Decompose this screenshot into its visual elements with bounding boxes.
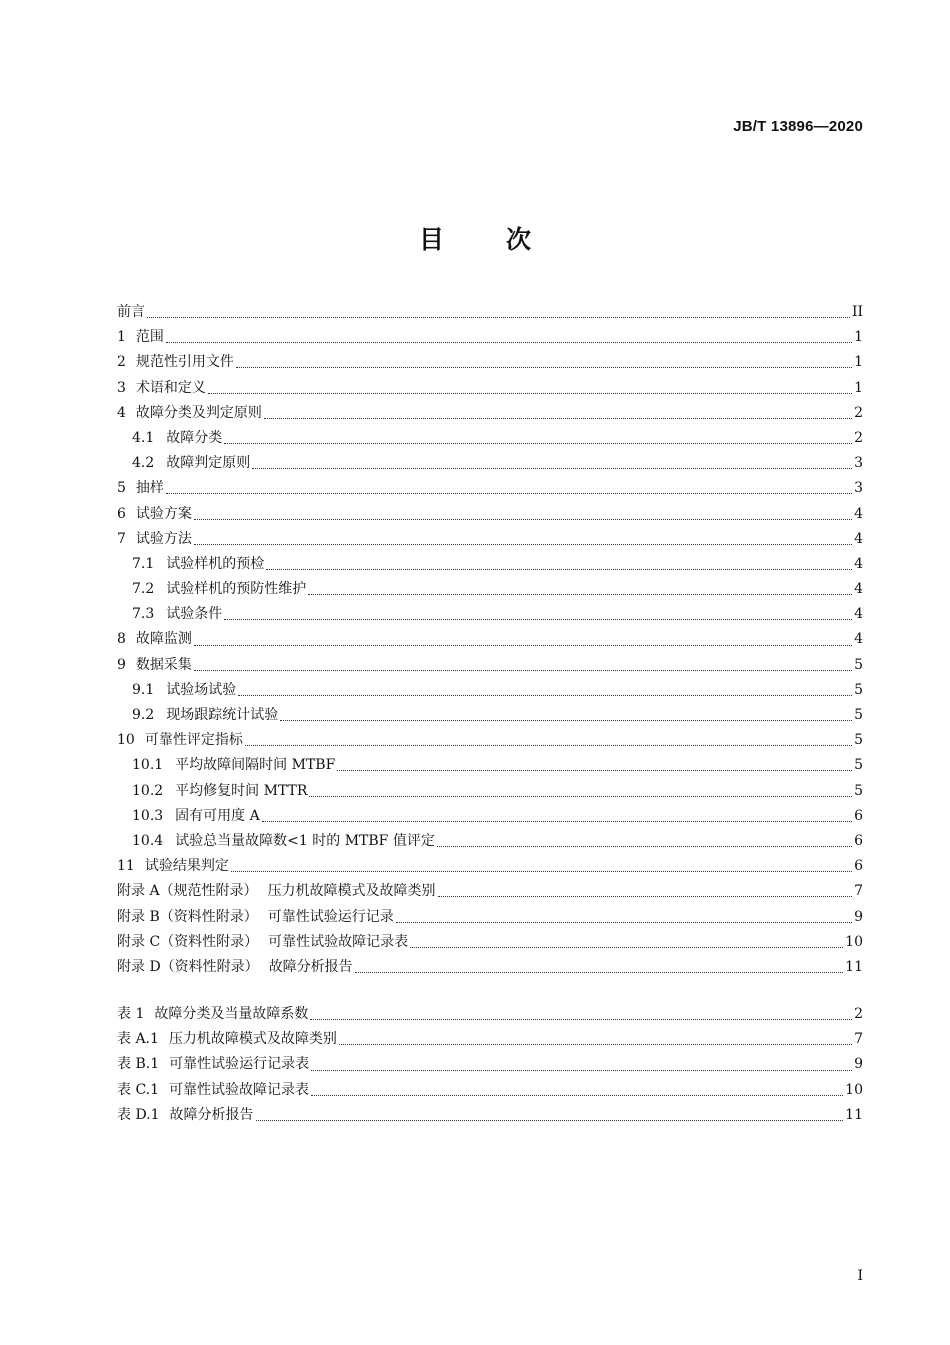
toc-entry-number: 7.1 — [132, 555, 155, 572]
toc-entry-title: 前言 — [117, 304, 145, 320]
toc-entry-title: 固有可用度 A — [175, 807, 260, 824]
toc-entry[interactable] — [117, 1052, 863, 1077]
dot-leader — [224, 615, 852, 620]
dot-leader — [266, 565, 852, 570]
toc-entry-title: 试验场试验 — [166, 681, 237, 698]
toc-entry-number: 8 — [117, 631, 126, 648]
toc-entry-title: 可靠性试验故障记录表 — [169, 1081, 310, 1098]
toc-entry-page: 1 — [854, 379, 863, 396]
toc-entry[interactable] — [117, 300, 863, 325]
toc-entry-page: 2 — [854, 429, 863, 446]
toc-entry-title: 故障判定原则 — [166, 455, 251, 472]
dot-leader — [310, 1015, 852, 1020]
toc-entry[interactable] — [117, 905, 863, 930]
toc-entry-title: 试验样机的预防性维护 — [166, 581, 307, 598]
toc-entry-number: 附录 D（资料性附录） — [117, 958, 259, 975]
toc-entry-number: 6 — [117, 505, 126, 522]
toc-entry-title: 可靠性试验故障记录表 — [268, 933, 409, 950]
toc-entry-title: 故障分类 — [166, 429, 223, 446]
dot-leader — [166, 489, 852, 494]
dot-leader — [236, 363, 852, 368]
toc-entry-title: 抽样 — [135, 480, 164, 497]
toc-entry-title: 平均修复时间 MTTR — [175, 782, 308, 799]
toc-entry-number: 表 B.1 — [117, 1056, 160, 1073]
toc-entry-title: 故障分析报告 — [169, 1106, 254, 1123]
dot-leader — [311, 1066, 852, 1071]
toc-entry[interactable] — [117, 502, 863, 527]
toc-entry-number: 4 — [117, 404, 126, 421]
toc-entry-page: 9 — [854, 908, 863, 925]
dot-leader — [264, 414, 852, 419]
toc-entry[interactable] — [117, 552, 863, 577]
toc-entry-page: 10 — [845, 933, 863, 950]
toc-entry-page: 3 — [854, 480, 863, 497]
toc-entry-page: 4 — [854, 631, 863, 648]
toc-entry-title: 可靠性评定指标 — [144, 732, 243, 749]
toc-entry[interactable] — [117, 426, 863, 451]
toc-entry-page: II — [851, 304, 863, 320]
dot-leader — [194, 540, 852, 545]
toc-entry-title: 故障分类及判定原则 — [135, 404, 262, 421]
toc-entry-title: 现场跟踪统计试验 — [166, 707, 279, 723]
toc-entry-page: 3 — [854, 455, 863, 472]
toc-entry-number: 4.1 — [132, 429, 155, 446]
toc-entry-page: 2 — [854, 404, 863, 421]
dot-leader — [437, 842, 852, 847]
toc-entry[interactable] — [117, 728, 863, 753]
toc-entry-page: 11 — [845, 958, 863, 975]
dot-leader — [339, 1040, 852, 1045]
toc-entry-title: 试验总当量故障数<1 时的 MTBF 值评定 — [175, 832, 435, 849]
toc-entry-page: 5 — [854, 782, 863, 799]
toc-entry[interactable] — [117, 930, 863, 955]
toc-entry-number: 10.1 — [132, 757, 164, 774]
dot-leader — [337, 766, 852, 771]
toc-entry-title: 数据采集 — [135, 656, 192, 673]
toc-entry[interactable] — [117, 804, 863, 829]
toc-entry-page: 4 — [854, 530, 863, 547]
dot-leader — [245, 741, 852, 746]
toc-entry-title: 平均故障间隔时间 MTBF — [175, 757, 336, 774]
toc-entry-page: 5 — [854, 681, 863, 698]
toc-entry[interactable] — [117, 678, 863, 703]
toc-entry[interactable] — [117, 955, 863, 980]
toc-entry-page: 10 — [845, 1081, 863, 1098]
toc-entry[interactable] — [117, 703, 863, 728]
toc-entry-number: 5 — [117, 480, 126, 497]
toc-entry-number: 10.2 — [132, 782, 164, 799]
standard-code: JB/T 13896—2020 — [733, 118, 863, 135]
toc-entry-title: 压力机故障模式及故障类别 — [267, 883, 436, 900]
toc-entry[interactable] — [117, 879, 863, 904]
toc-entry[interactable] — [117, 577, 863, 602]
toc-entry[interactable] — [117, 476, 863, 501]
toc-entry[interactable] — [117, 829, 863, 854]
toc-entry-title: 规范性引用文件 — [135, 354, 234, 371]
toc-entry[interactable] — [117, 376, 863, 401]
toc-entry-title: 故障分类及当量故障系数 — [154, 1006, 309, 1023]
toc-entry-title: 试验样机的预检 — [166, 555, 265, 572]
toc-entry-page: 6 — [854, 832, 863, 849]
dot-leader — [208, 389, 852, 394]
dot-leader — [438, 892, 853, 897]
toc-entry[interactable] — [117, 1002, 863, 1027]
dot-leader — [194, 641, 852, 646]
toc-tables-list — [117, 1002, 863, 1128]
toc-entry[interactable] — [117, 1103, 863, 1128]
toc-entry-number: 7.3 — [132, 606, 155, 623]
toc-entry-page: 5 — [854, 707, 863, 723]
toc-entry-page: 6 — [854, 858, 863, 875]
dot-leader — [256, 1116, 844, 1121]
toc-entry-title: 故障分析报告 — [268, 958, 353, 975]
page-title: 目次 — [418, 225, 593, 254]
toc-entry-title: 可靠性试验运行记录表 — [169, 1056, 310, 1073]
toc-entry-title: 可靠性试验运行记录 — [267, 908, 394, 925]
toc-entry-number: 9.2 — [132, 707, 155, 723]
toc-entry-page: 4 — [854, 555, 863, 572]
toc-entry-page: 2 — [854, 1006, 863, 1023]
toc-entry-page: 5 — [854, 757, 863, 774]
toc-entry-title: 术语和定义 — [135, 379, 206, 396]
toc-entry-title: 试验方法 — [135, 530, 192, 547]
toc-entry-number: 附录 A（规范性附录） — [117, 883, 258, 900]
toc-entries — [117, 300, 863, 980]
dot-leader — [231, 867, 852, 872]
dot-leader — [262, 817, 852, 822]
dot-leader — [308, 590, 852, 595]
toc-entry-page: 1 — [854, 354, 863, 371]
toc-entry-page: 5 — [854, 732, 863, 749]
toc-entry-page: 4 — [854, 581, 863, 598]
toc-entry-title: 试验条件 — [166, 606, 223, 623]
toc-entry-number: 10.3 — [132, 807, 164, 824]
toc-entry-number: 表 D.1 — [117, 1106, 160, 1123]
toc-entry-number: 9.1 — [132, 681, 155, 698]
toc-entry-number: 1 — [117, 329, 126, 346]
toc-entry[interactable] — [117, 401, 863, 426]
toc-entry[interactable] — [117, 527, 863, 552]
toc-entry-number: 表 C.1 — [117, 1081, 160, 1098]
toc-entry[interactable] — [117, 779, 863, 804]
toc-entry[interactable] — [117, 627, 863, 652]
toc-entry-number: 4.2 — [132, 455, 155, 472]
dot-leader — [194, 515, 852, 520]
dot-leader — [224, 439, 852, 444]
toc-entry-title: 试验结果判定 — [144, 858, 229, 875]
dot-leader — [396, 918, 852, 923]
dot-leader — [238, 691, 852, 696]
toc-entry-number: 7 — [117, 530, 126, 547]
toc-entry[interactable] — [117, 451, 863, 476]
toc-entry-page: 7 — [854, 1031, 863, 1048]
toc-entry-page: 4 — [854, 505, 863, 522]
toc-entry-page: 6 — [854, 807, 863, 824]
toc-entry-title: 压力机故障模式及故障类别 — [168, 1031, 337, 1048]
toc-entry-page: 5 — [854, 656, 863, 673]
toc-entry[interactable] — [117, 854, 863, 879]
toc-entry[interactable] — [117, 602, 863, 627]
dot-leader — [311, 1091, 843, 1096]
toc-entry-number: 9 — [117, 656, 126, 673]
dot-leader — [166, 338, 852, 343]
toc-entry-number: 附录 B（资料性附录） — [117, 908, 258, 925]
toc-entry-title: 故障监测 — [135, 631, 192, 648]
toc-entry-title: 范围 — [135, 329, 164, 346]
dot-leader — [355, 968, 843, 973]
toc-entry[interactable] — [117, 653, 863, 678]
page-number: I — [857, 1268, 863, 1284]
toc-entry-number: 表 1 — [117, 1006, 145, 1023]
toc-entry-number: 7.2 — [132, 581, 155, 598]
dot-leader — [280, 716, 852, 721]
toc-entry-page: 7 — [854, 883, 863, 900]
toc-entry-number: 10.4 — [132, 832, 164, 849]
toc-entry-title: 试验方案 — [135, 505, 192, 522]
toc-entry[interactable] — [117, 350, 863, 375]
toc-entry[interactable] — [117, 1027, 863, 1052]
toc-entry-number: 附录 C（资料性附录） — [117, 933, 259, 950]
toc-entry-number: 10 — [117, 732, 135, 749]
toc-entry-number: 3 — [117, 379, 126, 396]
toc-divider-gap — [117, 980, 863, 1002]
dot-leader — [410, 943, 843, 948]
table-of-contents — [117, 300, 863, 1128]
toc-entry-number: 表 A.1 — [117, 1031, 159, 1048]
dot-leader — [252, 464, 852, 469]
toc-entry-page: 1 — [854, 329, 863, 346]
dot-leader — [309, 792, 852, 797]
toc-entry[interactable] — [117, 1078, 863, 1103]
toc-entry-page: 11 — [845, 1106, 863, 1123]
dot-leader — [194, 666, 852, 671]
toc-entry-page: 4 — [854, 606, 863, 623]
toc-entry-page: 9 — [854, 1056, 863, 1073]
toc-entry[interactable] — [117, 753, 863, 778]
dot-leader — [147, 313, 850, 318]
toc-entry[interactable] — [117, 325, 863, 350]
toc-entry-number: 2 — [117, 354, 126, 371]
toc-entry-number: 11 — [117, 858, 135, 875]
